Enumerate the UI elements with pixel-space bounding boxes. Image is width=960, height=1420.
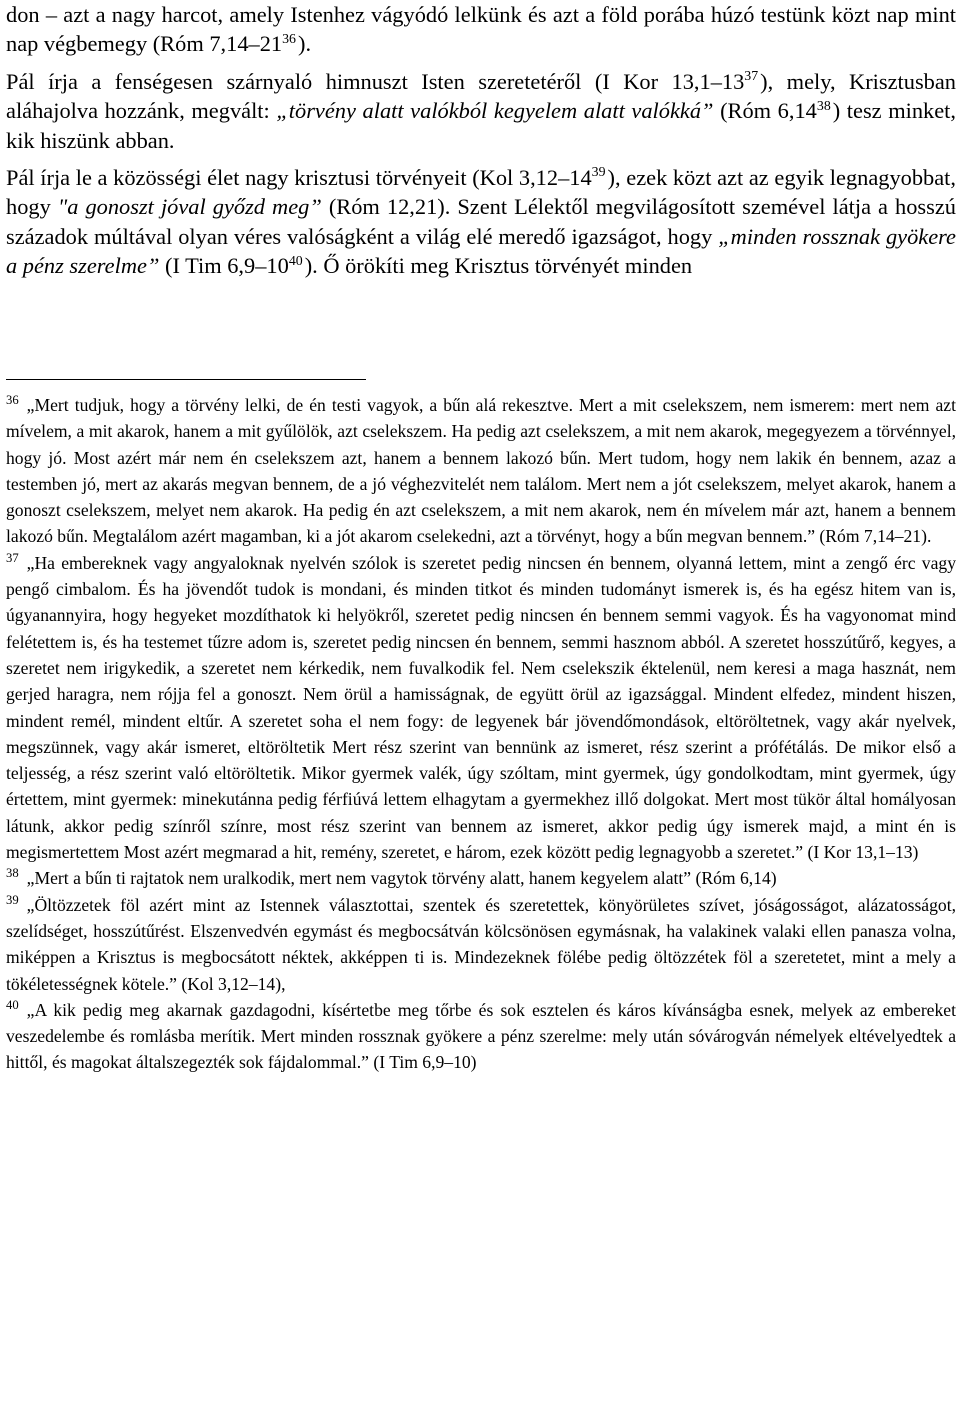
footnote-text: „Mert tudjuk, hogy a törvény lelki, de én testi vagyok, a bűn alá rekesztve. Mert a mit cselekszem, nem ismerem: mert nem azt mívelem, a mit akarok, hanem a mit gyűlölök, azt cselekszem. Ha pedig azt cselekszem, a mit nem akarok, megegyezem a törvénnyel, hogy jó. Most azért már nem én cselekszem azt, hanem a bennem lakozó bűn. Mert tudom, hogy nem lakik én bennem, azaz a testemben jó, mert az akarás megvan bennem, de a jó véghezvitelét nem találom. Mert nem a jót cselekszem, melyet akarok, hanem a gonoszt cselekszem, melyet nem akarok. Ha pedig én azt cselekszem, a mit nem akarok, nem én mívelem már azt, hanem a bennem lakozó bűn. Megtalálom azért magamban, ki a jót akarom cselekedni, azt a törvényt, hogy a bűn megvan bennem.” (Róm 7,14–21). <box>6 395 956 547</box>
text-segment: Pál írja le a közösségi élet nagy krisztusi törvényeit (Kol 3,12–14 <box>6 165 592 191</box>
footnote-37 <box>6 550 956 866</box>
footnote-reference: 38 <box>816 98 831 114</box>
paragraph-3 <box>6 163 956 281</box>
footnote-reference: 39 <box>591 165 606 181</box>
main-text <box>6 0 956 281</box>
footnote-number: 36 <box>6 393 19 408</box>
footnote-separator <box>6 379 366 380</box>
text-segment: Pál írja a fenségesen szárnyaló himnuszt Isten szeretetéről (I Kor 13,1–13 <box>6 68 745 94</box>
page <box>6 0 957 1073</box>
footnote-reference: 37 <box>744 69 759 85</box>
text-segment: (I Tim 6,9–10 <box>159 253 289 279</box>
text-segment: ). <box>297 31 312 57</box>
footnote-number: 38 <box>6 866 19 881</box>
footnote-40 <box>6 997 956 1076</box>
footnote-text: „Öltözzetek föl azért mint az Istennek választottai, szentek és szeretettek, könyörületes szívet, jóságosságot, alázatosságot, szelídséget, hosszútűrést. Elszenvedvén egymást és megbocsátván kölcsönösen egymásnak, ha valakinek valaki ellen panasza volna, miképpen a Krisztus is megbocsátott néktek, akképpen ti is. Mindezeknek fölébe pedig öltözzétek föl a szeretetet, mint a mely a tökéletességnek kötele.” (Kol 3,12–14), <box>6 894 956 994</box>
footnote-number: 39 <box>6 892 19 907</box>
footnote-text: „Mert a bűn ti rajtatok nem uralkodik, mert nem vagytok törvény alatt, hanem kegyelem alatt” (Róm 6,14) <box>26 868 777 889</box>
italic-quote: „minden rossznak gyökere a pénz szerelme” <box>6 223 956 279</box>
footnote-reference: 40 <box>288 253 303 269</box>
text-segment: ). Ő örökíti meg Krisztus törvényét minden <box>304 253 693 279</box>
paragraph-2 <box>6 67 956 155</box>
italic-quote: "a gonoszt jóval győzd meg” <box>57 194 322 220</box>
footnote-text: „A kik pedig meg akarnak gazdagodni, kísértetbe meg tőrbe és sok esztelen és káros kívánságba esnek, melyek az embereket veszedelembe és romlásba merítik. Mert minden rossznak gyökere a pénz szerelme: mely után sóvárogván némelyek eltévelyedtek a hittől, és magokat általszegezték sok fájdalommal.” (I Tim 6,9–10) <box>6 999 956 1073</box>
text-segment: (Róm 6,14 <box>713 98 817 124</box>
italic-quote: „törvény alatt valókból kegyelem alatt valókká” <box>276 98 714 124</box>
text-segment: (Róm 12,21). Szent Lélektől megvilágosított szemével látja a hosszú századok múltával olyan véres valóságként a világ elé meredő igazságot, hogy <box>6 194 956 249</box>
footnote-number: 40 <box>6 997 19 1012</box>
footnote-reference: 36 <box>282 31 296 47</box>
text-segment: ), mely, Krisztusban aláhajolva hozzánk, megvált: <box>6 68 956 124</box>
text-segment: ) tesz minket, kik hiszünk abban. <box>6 98 956 153</box>
paragraph-1 <box>6 0 956 59</box>
footnote-38 <box>6 865 956 891</box>
text-segment: don – azt a nagy harcot, amely Istenhez vágyódó lelkünk és azt a föld porába húzó testünk közt nap mint nap végbemegy (Róm 7,14–21 <box>6 2 956 57</box>
footnote-text: „Ha embereknek vagy angyaloknak nyelvén szólok is szeretet pedig nincsen én bennem, olyanná lettem, mint a zengő érc vagy pengő cimbalom. És ha jövendőt tudok is mondani, és minden titkot és minden tudományt ismerek is, és ha egész hitem van is, úgyanannyira, hogy hegyeket mozdíthatok ki helyökről, szeretet pedig nincsen én bennem semmi vagyok. És ha vagyonomat mind felétettem is, és ha testemet tűzre adom is, szeretet pedig nincsen én bennem, semmi hasznom abból. A szeretet hosszútűrő, kegyes, a szeretet nem irigykedik, a szeretet nem kérkedik, nem fuvalkodik fel. Nem cselekszik éktelenül, nem keresi a maga hasznát, nem gerjed haragra, nem rójja fel a gonoszt. Nem örül a hamisságnak, de együtt örül az igazsággal. Mindent elfedez, mindent hiszen, mindent remél, mindent eltűr. A szeretet soha el nem fogy: de legyenek bár jövendőmondások, eltöröltetnek, vagy akár nyelvek, megszünnek, vagy akár ismeret, eltöröltetik Mert rész szerint van bennünk az ismeret, rész szerint a prófétálás. De mikor első a teljesség, a rész szerint való eltöröltetik. Mikor gyermek valék, úgy szóltam, mint gyermek, úgy gondolkodtam, mint gyermek, úgy értettem, mint gyermek: minekutánna pedig férfiúvá lettem elhagytam a gyermekhez illő dolgokat. Mert most tükör által homályosan látunk, akkor pedig színről színre, most rész szerint van bennem az ismeret, akkor pedig úgy ismerek majd, a mint én is megismertettem Most azért megmarad a hit, remény, szeretet, e három, ezek között pedig legnagyobb a szeretet.” (I Kor 13,1–13) <box>6 552 956 863</box>
text-segment: ), ezek közt azt az egyik legnagyobbat, hogy <box>6 165 957 220</box>
footnote-number: 37 <box>6 550 19 565</box>
footnote-36 <box>6 392 956 550</box>
footnotes <box>6 392 956 1076</box>
footnote-39 <box>6 892 956 997</box>
